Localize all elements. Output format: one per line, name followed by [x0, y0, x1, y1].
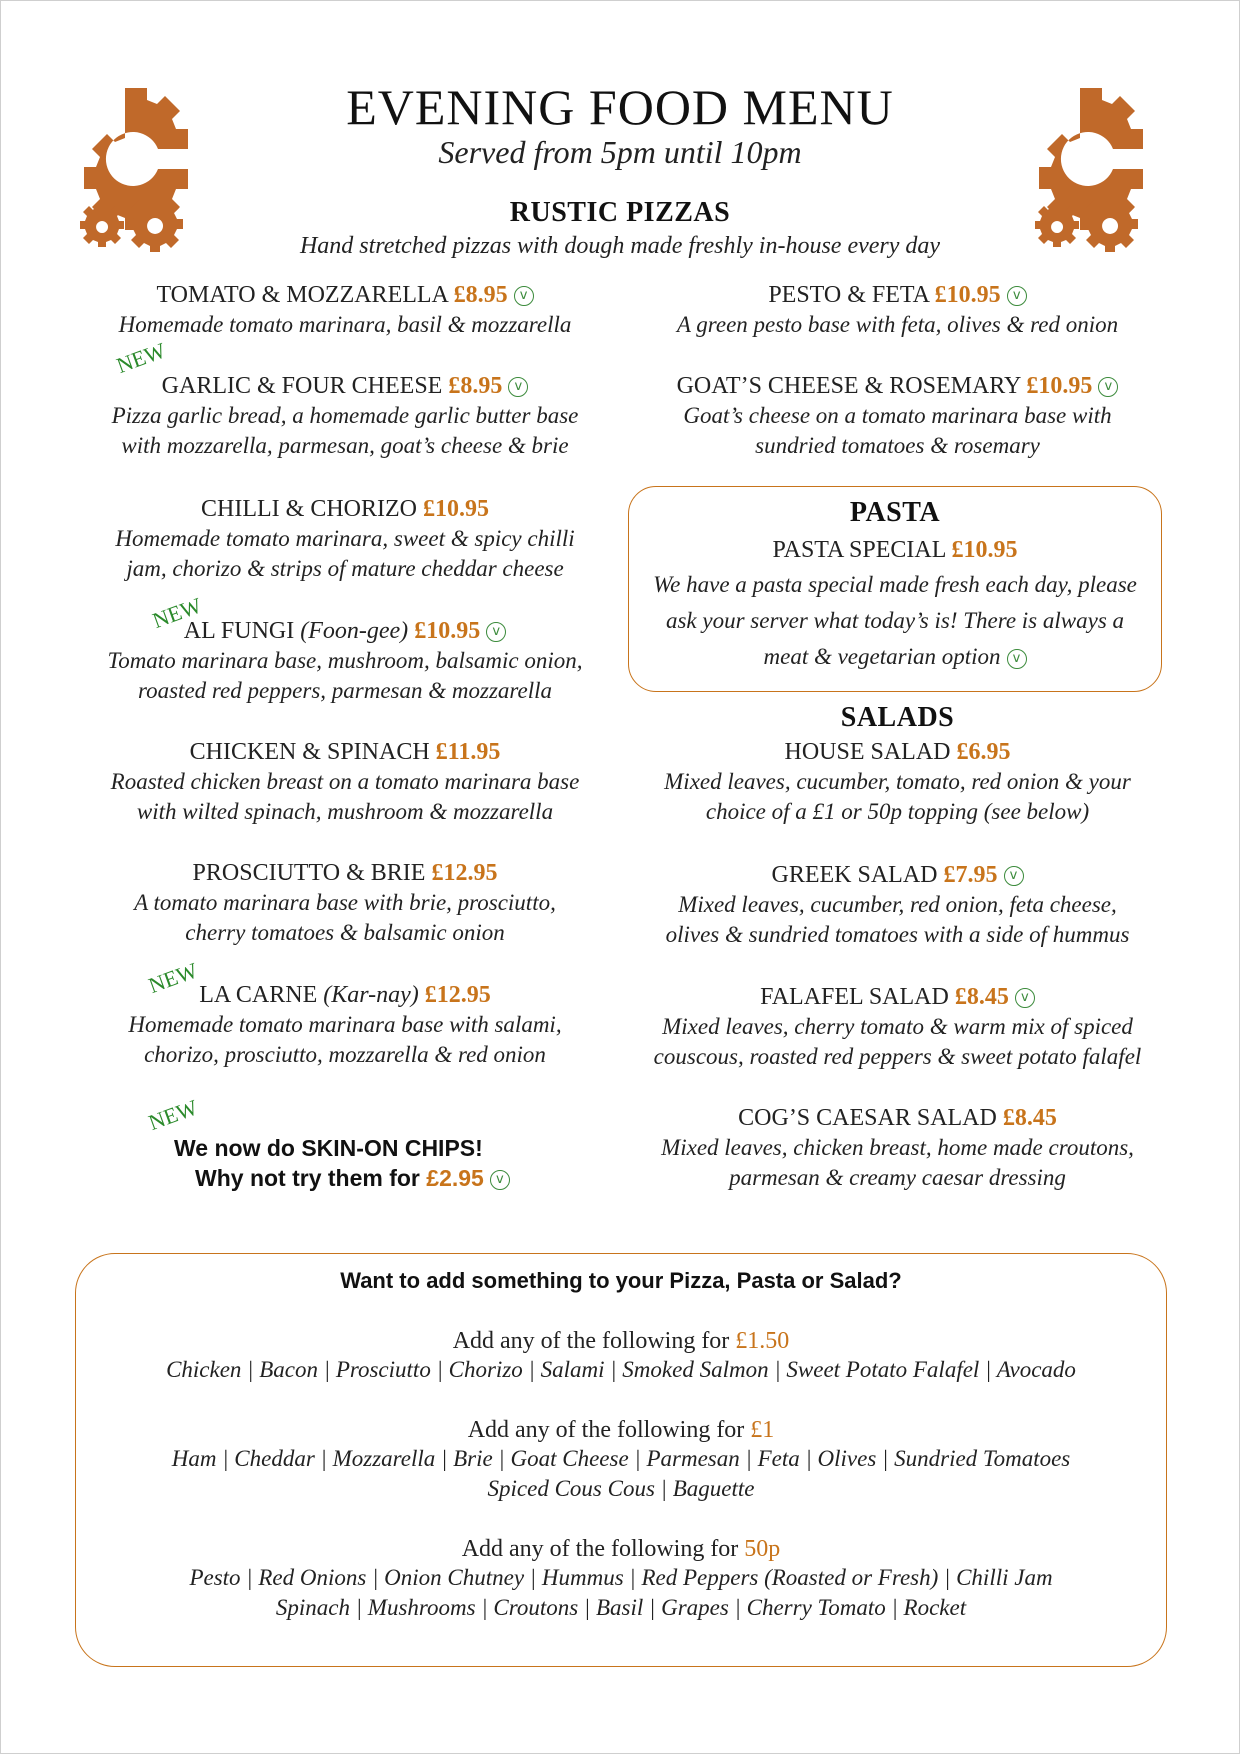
item-name: PROSCIUTTO & BRIE: [192, 860, 426, 886]
menu-item-al-fungi: [75, 616, 615, 706]
pasta-description-line2: ask your server what today’s is! There is always a: [665, 608, 1125, 633]
extras-tier1-heading: Add any of the following for: [452, 1328, 730, 1354]
pizzas-tagline: Hand stretched pizzas with dough made freshly in-house every day: [299, 233, 941, 259]
item-price: £12.95: [424, 982, 491, 1008]
item-description-line1: Mixed leaves, cucumber, tomato, red onion & your: [664, 769, 1131, 794]
item-description-line2: with mozzarella, parmesan, goat’s cheese & brie: [121, 433, 569, 458]
pasta-name: PASTA SPECIAL: [772, 537, 946, 563]
item-description-line1: Goat’s cheese on a tomato marinara base with: [683, 403, 1112, 428]
item-description-line2: jam, chorizo & strips of mature cheddar cheese: [126, 556, 564, 581]
chips-line2: Why not try them for: [195, 1165, 420, 1191]
vegetarian-icon: v: [1015, 988, 1035, 1008]
item-name: GARLIC & FOUR CHEESE: [161, 373, 443, 399]
extras-tier1-list: Chicken | Bacon | Prosciutto | Chorizo | Salami | Smoked Salmon | Sweet Potato Falafel | Avocado: [166, 1357, 1076, 1382]
item-description-line2: roasted red peppers, parmesan & mozzarella: [138, 678, 552, 703]
item-name: CHICKEN & SPINACH: [189, 739, 430, 765]
item-description-line1: Roasted chicken breast on a tomato marinara base: [110, 769, 580, 794]
extras-tier2-list-line1: Ham | Cheddar | Mozzarella | Brie | Goat Cheese | Parmesan | Feta | Olives | Sundried Tomatoes: [171, 1446, 1071, 1471]
item-price: £8.45: [954, 984, 1009, 1010]
menu-item-falafel-salad: [625, 982, 1170, 1072]
vegetarian-icon: v: [514, 286, 534, 306]
item-price: £10.95: [934, 282, 1001, 308]
extras-tier2-price: £1: [750, 1417, 775, 1443]
item-price: £12.95: [431, 860, 498, 886]
new-badge: NEW: [145, 1094, 201, 1136]
item-price: £10.95: [1026, 373, 1093, 399]
item-name: CHILLI & CHORIZO: [201, 496, 417, 522]
item-name: AL FUNGI: [183, 618, 295, 644]
page-subtitle: Served from 5pm until 10pm: [438, 134, 802, 170]
pizzas-heading: RUSTIC PIZZAS: [509, 197, 731, 228]
vegetarian-icon: v: [1098, 377, 1118, 397]
page-title: EVENING FOOD MENU: [346, 79, 894, 135]
item-name: LA CARNE: [199, 982, 318, 1008]
item-description-line1: Homemade tomato marinara, sweet & spicy chilli: [115, 526, 575, 551]
item-description: Homemade tomato marinara, basil & mozzarella: [118, 312, 572, 337]
item-description-line1: Mixed leaves, cherry tomato & warm mix of spiced: [662, 1014, 1133, 1039]
extras-tier3-price: 50p: [744, 1536, 781, 1562]
extras-tier1-price: £1.50: [735, 1328, 790, 1354]
item-name: PESTO & FETA: [768, 282, 929, 308]
pasta-heading: PASTA: [849, 497, 941, 528]
item-description-line2: couscous, roasted red peppers & sweet potato falafel: [653, 1044, 1142, 1069]
item-description-line2: sundried tomatoes & rosemary: [755, 433, 1040, 458]
vegetarian-icon: v: [508, 377, 528, 397]
pasta-description-line1: We have a pasta special made fresh each day, please: [653, 572, 1137, 597]
menu-item-chicken-spinach: [75, 737, 615, 827]
new-badge: NEW: [113, 337, 169, 379]
item-description: A green pesto base with feta, olives & red onion: [676, 312, 1119, 337]
item-description-line2: with wilted spinach, mushroom & mozzarella: [136, 799, 554, 824]
item-name: FALAFEL SALAD: [760, 984, 949, 1010]
vegetarian-icon: v: [490, 1170, 510, 1190]
item-pronunciation: (Kar-nay): [323, 982, 419, 1008]
item-description-line2: olives & sundried tomatoes with a side of hummus: [665, 922, 1130, 947]
pasta-price: £10.95: [951, 537, 1018, 563]
item-description-line2: cherry tomatoes & balsamic onion: [185, 920, 505, 945]
menu-item-pesto-feta: [625, 280, 1170, 340]
vegetarian-icon: v: [1007, 286, 1027, 306]
extras-tier3-heading: Add any of the following for: [461, 1536, 739, 1562]
item-description-line2: chorizo, prosciutto, mozzarella & red onion: [144, 1042, 546, 1067]
item-name: GREEK SALAD: [771, 862, 938, 888]
item-description-line2: choice of a £1 or 50p topping (see below): [705, 799, 1090, 824]
item-price: £8.95: [448, 373, 503, 399]
item-description-line1: Homemade tomato marinara base with salami,: [128, 1012, 562, 1037]
item-name: TOMATO & MOZZARELLA: [156, 282, 448, 308]
chips-line1: We now do SKIN-ON CHIPS!: [174, 1135, 483, 1161]
vegetarian-icon: v: [486, 622, 506, 642]
menu-item-goats-cheese-rosemary: [625, 371, 1170, 461]
pasta-description-line3: meat & vegetarian option: [763, 644, 1001, 669]
item-pronunciation: (Foon-gee): [300, 618, 409, 644]
item-description-line1: Mixed leaves, cucumber, red onion, feta cheese,: [678, 892, 1117, 917]
item-price: £10.95: [414, 618, 481, 644]
menu-item-house-salad: [625, 737, 1170, 827]
item-description-line2: parmesan & creamy caesar dressing: [729, 1165, 1066, 1190]
extras-tier2-heading: Add any of the following for: [467, 1417, 745, 1443]
new-badge: NEW: [145, 957, 201, 999]
extras-tier3-list-line1: Pesto | Red Onions | Onion Chutney | Hummus | Red Peppers (Roasted or Fresh) | Chilli Jam: [189, 1565, 1053, 1590]
menu-item-tomato-mozzarella: [75, 280, 615, 340]
item-description-line1: Mixed leaves, chicken breast, home made croutons,: [661, 1135, 1134, 1160]
item-price: £10.95: [422, 496, 489, 522]
item-name: HOUSE SALAD: [784, 739, 951, 765]
vegetarian-icon: v: [1004, 866, 1024, 886]
extras-tier3-list-line2: Spinach | Mushrooms | Croutons | Basil | Grapes | Cherry Tomato | Rocket: [275, 1595, 967, 1620]
pasta-box: [628, 486, 1162, 692]
menu-item-chilli-chorizo: [75, 494, 615, 584]
extras-title: Want to add something to your Pizza, Pasta or Salad?: [340, 1268, 902, 1293]
item-description-line1: A tomato marinara base with brie, prosciutto,: [134, 890, 556, 915]
vegetarian-icon: v: [1007, 649, 1027, 669]
new-badge: NEW: [149, 592, 205, 634]
item-price: £6.95: [956, 739, 1011, 765]
menu-item-greek-salad: [625, 860, 1170, 950]
item-name: COG’S CAESAR SALAD: [738, 1105, 997, 1131]
item-price: £8.45: [1002, 1105, 1057, 1131]
salads-heading: SALADS: [840, 702, 955, 733]
extras-tier2-list-line2: Spiced Cous Cous | Baguette: [487, 1476, 755, 1501]
item-description-line1: Pizza garlic bread, a homemade garlic butter base: [111, 403, 579, 428]
menu-item-garlic-four-cheese: [75, 371, 615, 461]
chips-price: £2.95: [426, 1165, 484, 1191]
menu-item-prosciutto-brie: [75, 858, 615, 948]
menu-item-la-carne: [75, 980, 615, 1070]
item-price: £8.95: [453, 282, 508, 308]
extras-box: [75, 1253, 1167, 1667]
chips-promo: [150, 1133, 550, 1193]
item-description-line1: Tomato marinara base, mushroom, balsamic onion,: [107, 648, 583, 673]
menu-item-caesar-salad: [625, 1103, 1170, 1193]
item-name: GOAT’S CHEESE & ROSEMARY: [676, 373, 1021, 399]
item-price: £7.95: [943, 862, 998, 888]
item-price: £11.95: [435, 739, 501, 765]
